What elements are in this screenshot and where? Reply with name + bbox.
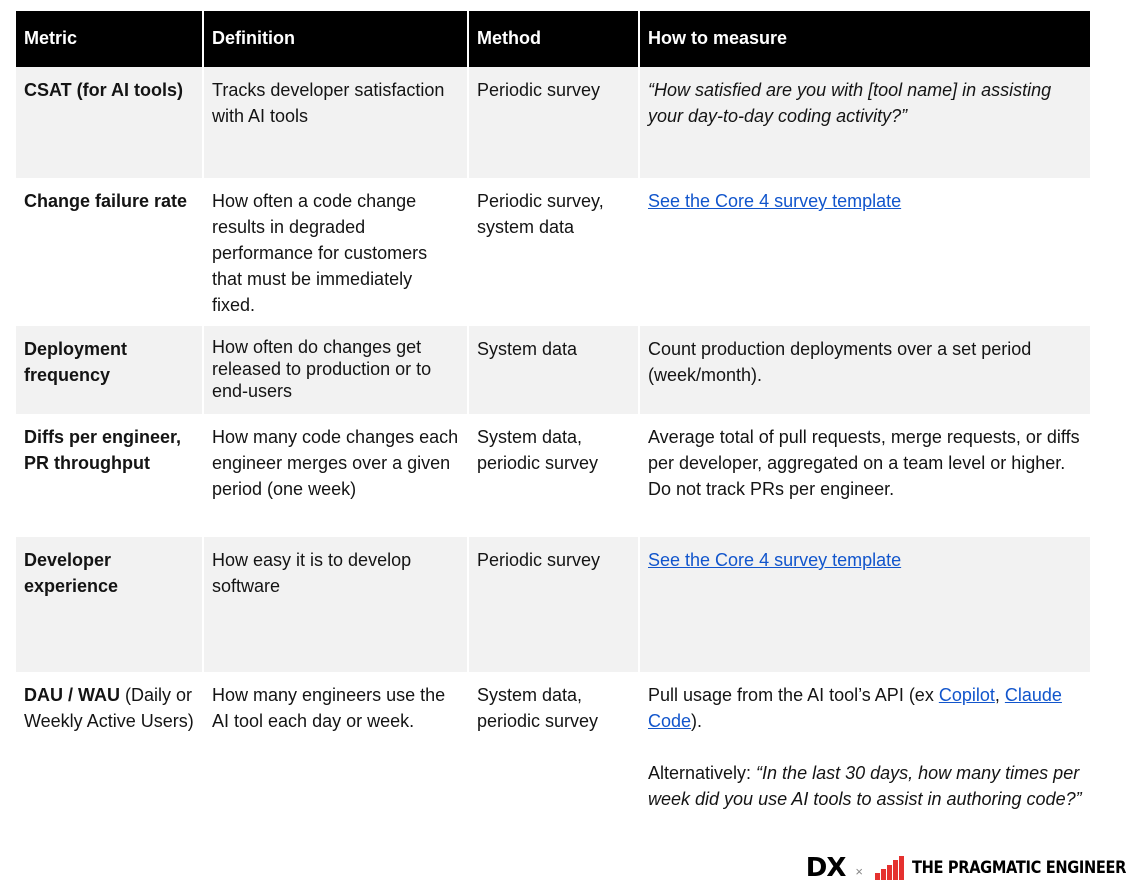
metric-cell [16, 67, 203, 178]
metric-label: Deployment frequency [24, 339, 128, 385]
table-row [16, 672, 1090, 844]
definition-cell: How easy it is to develop software [203, 537, 468, 672]
core4-survey-link[interactable]: See the Core 4 survey template [648, 191, 902, 211]
measure-text [648, 682, 1082, 734]
header-metric: Metric [16, 11, 203, 67]
measure-post: ). [691, 711, 703, 731]
pragmatic-engineer-logo: THE PRAGMATIC ENGINEER [912, 858, 1126, 878]
measure-pre: Pull usage from the AI tool’s API (ex [648, 685, 939, 705]
metric-cell [16, 537, 203, 672]
table-row [16, 326, 1090, 414]
metric-cell [16, 414, 203, 537]
measure-cell [639, 672, 1090, 844]
measure-note: Do not track PRs per engineer. [648, 479, 895, 499]
measure-cell: “How satisfied are you with [tool name] in assisting your day-to-day coding activity?” [639, 67, 1090, 178]
metric-cell [16, 178, 203, 326]
metric-label: Developer experience [24, 550, 119, 596]
logo-separator: × [855, 863, 863, 879]
measure-cell [639, 414, 1090, 537]
footer-logos [805, 853, 1126, 883]
table-header-row [16, 11, 1090, 67]
table-row [16, 414, 1090, 537]
alt-label: Alternatively: [648, 763, 757, 783]
copilot-link[interactable]: Copilot [938, 685, 995, 705]
alternative-text [648, 760, 1082, 812]
measure-comma: , [994, 685, 1005, 705]
measure-cell [639, 537, 1090, 672]
measure-cell [639, 178, 1090, 326]
method-cell: Periodic survey [468, 67, 639, 178]
metric-label: DAU / WAU [24, 685, 120, 705]
table-row [16, 537, 1090, 672]
method-cell: Periodic survey [468, 537, 639, 672]
metric-label: CSAT (for AI tools) [24, 80, 183, 100]
metric-label: Change failure rate [24, 191, 188, 211]
method-cell: Periodic survey, system data [468, 178, 639, 326]
core4-survey-link[interactable]: See the Core 4 survey template [648, 550, 902, 570]
definition-cell: How often do changes get released to production or to end-users [203, 326, 468, 414]
dx-logo: DX [805, 853, 846, 883]
definition-cell: How many engineers use the AI tool each day or week. [203, 672, 468, 844]
metric-cell [16, 672, 203, 844]
method-cell: System data, periodic survey [468, 414, 639, 537]
metric-label: Diffs per engineer, PR throughput [24, 427, 182, 473]
header-how-to-measure: How to measure [639, 11, 1090, 67]
definition-cell: How many code changes each engineer merges over a given period (one week) [203, 414, 468, 537]
metric-cell [16, 326, 203, 414]
measure-cell: Count production deployments over a set period (week/month). [639, 326, 1090, 414]
header-definition: Definition [203, 11, 468, 67]
spacer [648, 734, 1082, 760]
metrics-table [16, 11, 1090, 844]
definition-cell: How often a code change results in degraded performance for customers that must be immediately fixed. [203, 178, 468, 326]
method-cell: System data, periodic survey [468, 672, 639, 844]
header-method: Method [468, 11, 639, 67]
definition-cell: Tracks developer satisfaction with AI tools [203, 67, 468, 178]
method-cell: System data [468, 326, 639, 414]
table-row [16, 178, 1090, 326]
table-row [16, 67, 1090, 178]
claude-code-link[interactable]: Claude Code [648, 685, 1062, 731]
alt-quote: “In the last 30 days, how many times per week did you use AI tools to assist in authoring code?” [648, 763, 1082, 809]
measure-text: Average total of pull requests, merge requests, or diffs per developer, aggregated on a team level or higher. [648, 427, 1080, 473]
metric-extra: (Daily or Weekly Active Users) [24, 685, 194, 731]
bar-chart-icon [875, 856, 905, 880]
